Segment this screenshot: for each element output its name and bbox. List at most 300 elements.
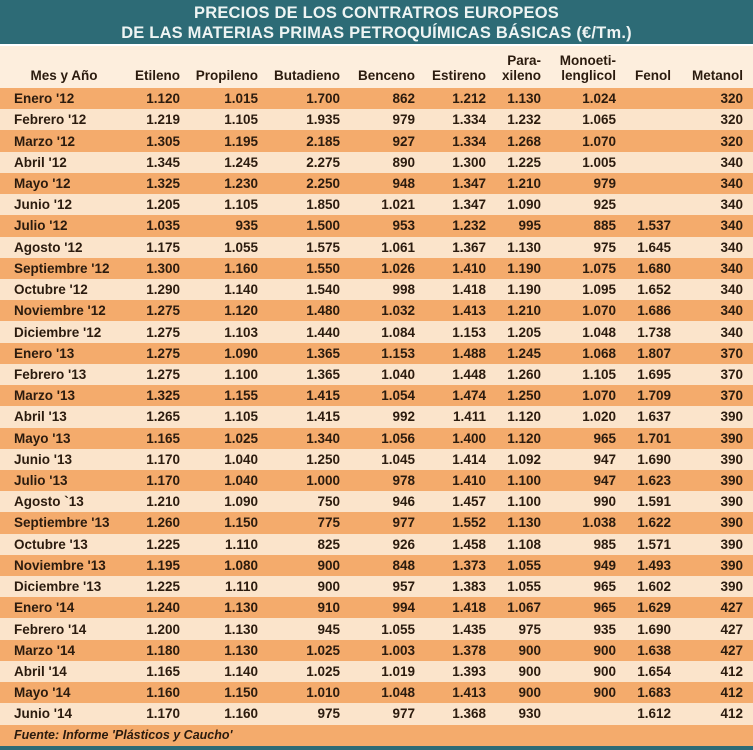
table-row [0, 512, 753, 533]
value-cell: 1.155 [224, 388, 258, 404]
value-cell: 1.130 [507, 91, 541, 107]
value-cell: 975 [518, 621, 541, 637]
value-cell: 1.680 [637, 260, 671, 276]
value-cell: 1.383 [452, 579, 486, 595]
month-cell: Agosto '12 [14, 239, 83, 255]
value-cell: 340 [720, 282, 743, 298]
value-cell: 1.090 [224, 345, 258, 361]
value-cell: 926 [392, 536, 415, 552]
month-cell: Mayo '13 [14, 430, 71, 446]
month-cell: Abril '13 [14, 409, 67, 425]
value-cell: 390 [720, 473, 743, 489]
month-cell: Junio '13 [14, 451, 72, 467]
value-cell: 1.055 [507, 557, 541, 573]
value-cell: 1.654 [637, 664, 671, 680]
value-cell: 1.365 [306, 345, 340, 361]
value-cell: 390 [720, 536, 743, 552]
value-cell: 412 [720, 664, 743, 680]
value-cell: 1.092 [507, 451, 541, 467]
value-cell: 427 [720, 600, 743, 616]
value-cell: 1.637 [637, 409, 671, 425]
value-cell: 957 [392, 579, 415, 595]
value-cell: 1.160 [146, 685, 180, 701]
value-cell: 825 [317, 536, 340, 552]
table-row [0, 194, 753, 215]
value-cell: 1.493 [637, 557, 671, 573]
table-row [0, 130, 753, 151]
value-cell: 1.040 [224, 473, 258, 489]
value-cell: 2.185 [306, 133, 340, 149]
table-row [0, 152, 753, 173]
value-cell: 1.021 [381, 197, 415, 213]
value-cell: 370 [720, 388, 743, 404]
value-cell: 1.850 [306, 197, 340, 213]
month-cell: Febrero '14 [14, 621, 87, 637]
value-cell: 1.415 [306, 388, 340, 404]
value-cell: 1.212 [452, 91, 486, 107]
value-cell: 935 [235, 218, 258, 234]
value-cell [626, 194, 681, 215]
table-row [0, 88, 753, 109]
value-cell: 412 [720, 685, 743, 701]
value-cell: 1.105 [224, 197, 258, 213]
value-cell [626, 88, 681, 109]
table-row [0, 279, 753, 300]
value-cell: 862 [392, 91, 415, 107]
value-cell: 1.200 [146, 621, 180, 637]
table-row [0, 321, 753, 342]
value-cell: 1.219 [146, 112, 180, 128]
value-cell: 1.075 [582, 260, 616, 276]
value-cell: 1.130 [224, 621, 258, 637]
value-cell: 1.120 [507, 430, 541, 446]
value-cell: 1.414 [452, 451, 486, 467]
month-cell: Enero '14 [14, 600, 75, 616]
value-cell: 930 [518, 706, 541, 722]
value-cell: 1.056 [381, 430, 415, 446]
value-cell: 1.638 [637, 642, 671, 658]
column-header-benceno: Benceno [350, 46, 425, 88]
value-cell: 1.190 [507, 282, 541, 298]
value-cell: 994 [392, 600, 415, 616]
value-cell: 1.245 [507, 345, 541, 361]
value-cell: 1.150 [224, 515, 258, 531]
value-cell: 1.195 [224, 133, 258, 149]
column-header-paraxileno: Para- xileno [496, 46, 551, 88]
month-cell: Diciembre '13 [14, 579, 102, 595]
value-cell: 1.935 [306, 112, 340, 128]
value-cell: 1.500 [306, 218, 340, 234]
value-cell: 848 [392, 557, 415, 573]
value-cell: 1.700 [306, 91, 340, 107]
month-cell: Noviembre '13 [14, 557, 106, 573]
value-cell: 340 [720, 154, 743, 170]
value-cell: 1.365 [306, 366, 340, 382]
value-cell: 1.054 [381, 388, 415, 404]
value-cell: 1.701 [637, 430, 671, 446]
value-cell: 978 [392, 473, 415, 489]
month-cell: Abril '14 [14, 664, 67, 680]
column-header-etileno: Etileno [128, 46, 190, 88]
value-cell: 998 [392, 282, 415, 298]
value-cell: 1.690 [637, 451, 671, 467]
month-cell: Marzo '13 [14, 388, 75, 404]
value-cell: 1.345 [146, 154, 180, 170]
table-row [0, 428, 753, 449]
value-cell: 965 [593, 579, 616, 595]
value-cell: 370 [720, 345, 743, 361]
value-cell: 1.413 [452, 685, 486, 701]
table-row [0, 406, 753, 427]
month-cell: Agosto `13 [14, 494, 84, 510]
table-body [0, 88, 753, 725]
value-cell: 1.165 [146, 430, 180, 446]
value-cell: 750 [317, 494, 340, 510]
value-cell: 1.000 [306, 473, 340, 489]
value-cell: 340 [720, 303, 743, 319]
value-cell: 1.019 [381, 664, 415, 680]
value-cell: 1.120 [224, 303, 258, 319]
value-cell: 1.026 [381, 260, 415, 276]
value-cell: 900 [518, 664, 541, 680]
value-cell: 390 [720, 557, 743, 573]
value-cell: 979 [392, 112, 415, 128]
table-row [0, 173, 753, 194]
value-cell: 1.140 [224, 664, 258, 680]
value-cell: 1.035 [146, 218, 180, 234]
value-cell: 946 [392, 494, 415, 510]
value-cell [551, 703, 626, 724]
value-cell: 427 [720, 642, 743, 658]
value-cell: 1.210 [507, 303, 541, 319]
value-cell: 1.695 [637, 366, 671, 382]
value-cell: 1.103 [224, 324, 258, 340]
month-cell: Febrero '13 [14, 366, 87, 382]
value-cell: 1.540 [306, 282, 340, 298]
table-row [0, 237, 753, 258]
value-cell: 1.807 [637, 345, 671, 361]
value-cell: 1.068 [582, 345, 616, 361]
footer-row [0, 725, 753, 746]
table-row [0, 470, 753, 491]
value-cell: 1.268 [507, 133, 541, 149]
value-cell: 1.153 [452, 324, 486, 340]
value-cell: 1.165 [146, 664, 180, 680]
value-cell: 1.418 [452, 600, 486, 616]
value-cell: 1.265 [146, 409, 180, 425]
table-row [0, 385, 753, 406]
value-cell [626, 152, 681, 173]
value-cell: 1.334 [452, 112, 486, 128]
value-cell: 1.010 [306, 685, 340, 701]
value-cell: 975 [317, 706, 340, 722]
value-cell: 1.032 [381, 303, 415, 319]
value-cell: 1.055 [507, 579, 541, 595]
value-cell: 947 [593, 451, 616, 467]
value-cell: 947 [593, 473, 616, 489]
value-cell: 977 [392, 515, 415, 531]
table-row [0, 682, 753, 703]
month-cell: Diciembre '12 [14, 324, 102, 340]
month-cell: Junio '12 [14, 197, 72, 213]
value-cell: 1.055 [381, 621, 415, 637]
table-row [0, 343, 753, 364]
value-cell: 1.652 [637, 282, 671, 298]
value-cell: 1.205 [507, 324, 541, 340]
value-cell: 340 [720, 218, 743, 234]
column-header-row [0, 46, 753, 88]
value-cell: 1.275 [146, 303, 180, 319]
value-cell: 1.325 [146, 388, 180, 404]
value-cell: 1.474 [452, 388, 486, 404]
value-cell: 1.003 [381, 642, 415, 658]
column-header-metanol: Metanol [681, 46, 753, 88]
value-cell: 1.015 [224, 91, 258, 107]
value-cell: 1.575 [306, 239, 340, 255]
value-cell: 1.591 [637, 494, 671, 510]
value-cell: 1.110 [224, 579, 258, 595]
value-cell: 1.550 [306, 260, 340, 276]
month-cell: Marzo '12 [14, 133, 75, 149]
value-cell: 1.190 [507, 260, 541, 276]
value-cell: 1.230 [224, 175, 258, 191]
value-cell: 1.061 [381, 239, 415, 255]
value-cell: 1.195 [146, 557, 180, 573]
month-cell: Enero '12 [14, 91, 75, 107]
value-cell: 1.537 [637, 218, 671, 234]
month-cell: Mayo '14 [14, 685, 71, 701]
value-cell: 1.130 [224, 600, 258, 616]
value-cell: 1.225 [507, 154, 541, 170]
value-cell: 1.175 [146, 239, 180, 255]
value-cell: 900 [317, 579, 340, 595]
value-cell: 1.040 [224, 451, 258, 467]
value-cell: 340 [720, 239, 743, 255]
value-cell: 1.170 [146, 473, 180, 489]
value-cell: 900 [518, 642, 541, 658]
value-cell: 2.250 [306, 175, 340, 191]
value-cell: 1.690 [637, 621, 671, 637]
value-cell: 1.090 [507, 197, 541, 213]
value-cell: 900 [593, 685, 616, 701]
column-header-butadieno: Butadieno [268, 46, 350, 88]
value-cell: 1.340 [306, 430, 340, 446]
title-line-2: DE LAS MATERIAS PRIMAS PETROQUÍMICAS BÁSICAS (€/Tm.) [121, 24, 632, 42]
value-cell: 1.105 [224, 112, 258, 128]
table-row [0, 449, 753, 470]
table-row [0, 597, 753, 618]
column-header-propileno: Propileno [190, 46, 268, 88]
value-cell: 1.210 [507, 175, 541, 191]
value-cell: 1.020 [582, 409, 616, 425]
table-row [0, 661, 753, 682]
value-cell: 945 [317, 621, 340, 637]
value-cell: 1.048 [582, 324, 616, 340]
value-cell [626, 130, 681, 151]
value-cell: 1.367 [452, 239, 486, 255]
table-row [0, 258, 753, 279]
column-header-mes: Mes y Año [0, 46, 128, 88]
value-cell: 340 [720, 324, 743, 340]
month-cell: Noviembre '12 [14, 303, 106, 319]
value-cell: 1.105 [582, 366, 616, 382]
value-cell: 1.325 [146, 175, 180, 191]
value-cell: 965 [593, 430, 616, 446]
value-cell: 1.250 [507, 388, 541, 404]
table-row [0, 618, 753, 639]
month-cell: Febrero '12 [14, 112, 87, 128]
column-header-fenol: Fenol [626, 46, 681, 88]
value-cell: 1.025 [306, 642, 340, 658]
value-cell: 1.225 [146, 579, 180, 595]
value-cell: 1.415 [306, 409, 340, 425]
value-cell: 935 [593, 621, 616, 637]
value-cell: 320 [720, 112, 743, 128]
value-cell: 1.245 [224, 154, 258, 170]
value-cell: 927 [392, 133, 415, 149]
value-cell: 925 [593, 197, 616, 213]
value-cell: 1.095 [582, 282, 616, 298]
source-note: Fuente: Informe 'Plásticos y Caucho' [0, 725, 753, 746]
value-cell: 1.084 [381, 324, 415, 340]
value-cell: 1.240 [146, 600, 180, 616]
value-cell: 1.120 [507, 409, 541, 425]
table-row [0, 215, 753, 236]
value-cell: 1.090 [224, 494, 258, 510]
table-title [0, 0, 753, 44]
month-cell: Abril '12 [14, 154, 67, 170]
value-cell: 1.290 [146, 282, 180, 298]
value-cell: 1.232 [452, 218, 486, 234]
month-cell: Septiembre '13 [14, 515, 110, 531]
value-cell: 1.373 [452, 557, 486, 573]
value-cell: 1.623 [637, 473, 671, 489]
month-cell: Mayo '12 [14, 175, 71, 191]
value-cell: 1.080 [224, 557, 258, 573]
value-cell: 1.683 [637, 685, 671, 701]
title-line-1: PRECIOS DE LOS CONTRATROS EUROPEOS [194, 4, 559, 22]
value-cell: 1.400 [452, 430, 486, 446]
value-cell: 1.225 [146, 536, 180, 552]
value-cell: 320 [720, 91, 743, 107]
value-cell: 1.458 [452, 536, 486, 552]
value-cell: 1.629 [637, 600, 671, 616]
prices-table [0, 46, 753, 746]
value-cell: 890 [392, 154, 415, 170]
value-cell: 1.552 [452, 515, 486, 531]
value-cell: 1.170 [146, 451, 180, 467]
value-cell: 1.368 [452, 706, 486, 722]
value-cell: 1.275 [146, 345, 180, 361]
value-cell: 1.260 [507, 366, 541, 382]
value-cell: 990 [593, 494, 616, 510]
value-cell: 1.738 [637, 324, 671, 340]
value-cell [626, 173, 681, 194]
value-cell: 885 [593, 218, 616, 234]
value-cell: 1.024 [582, 91, 616, 107]
table-row [0, 491, 753, 512]
value-cell: 1.435 [452, 621, 486, 637]
value-cell: 390 [720, 451, 743, 467]
value-cell: 390 [720, 430, 743, 446]
value-cell: 1.150 [224, 685, 258, 701]
value-cell: 1.038 [582, 515, 616, 531]
table-row [0, 534, 753, 555]
value-cell: 1.065 [582, 112, 616, 128]
value-cell: 1.110 [224, 536, 258, 552]
value-cell: 1.448 [452, 366, 486, 382]
value-cell: 1.025 [224, 430, 258, 446]
value-cell: 1.300 [146, 260, 180, 276]
value-cell: 1.305 [146, 133, 180, 149]
value-cell: 1.622 [637, 515, 671, 531]
table-row [0, 555, 753, 576]
value-cell: 1.070 [582, 388, 616, 404]
value-cell: 1.347 [452, 175, 486, 191]
value-cell: 1.378 [452, 642, 486, 658]
value-cell: 953 [392, 218, 415, 234]
value-cell: 992 [392, 409, 415, 425]
value-cell: 1.250 [306, 451, 340, 467]
value-cell: 1.040 [381, 366, 415, 382]
bottom-border [0, 746, 753, 750]
value-cell: 340 [720, 197, 743, 213]
value-cell: 900 [593, 664, 616, 680]
value-cell: 1.025 [306, 664, 340, 680]
value-cell: 1.709 [637, 388, 671, 404]
table-row [0, 364, 753, 385]
value-cell: 1.105 [224, 409, 258, 425]
value-cell: 1.048 [381, 685, 415, 701]
value-cell: 1.602 [637, 579, 671, 595]
value-cell: 900 [518, 685, 541, 701]
month-cell: Octubre '13 [14, 536, 88, 552]
month-cell: Junio '14 [14, 706, 72, 722]
value-cell: 975 [593, 239, 616, 255]
value-cell: 995 [518, 218, 541, 234]
value-cell: 1.275 [146, 324, 180, 340]
value-cell: 320 [720, 133, 743, 149]
value-cell: 948 [392, 175, 415, 191]
value-cell: 1.686 [637, 303, 671, 319]
value-cell: 1.410 [452, 473, 486, 489]
value-cell: 1.210 [146, 494, 180, 510]
value-cell: 977 [392, 706, 415, 722]
value-cell: 1.413 [452, 303, 486, 319]
value-cell: 1.571 [637, 536, 671, 552]
value-cell: 1.440 [306, 324, 340, 340]
value-cell: 1.205 [146, 197, 180, 213]
table-row [0, 640, 753, 661]
value-cell: 390 [720, 494, 743, 510]
value-cell: 370 [720, 366, 743, 382]
value-cell: 1.418 [452, 282, 486, 298]
value-cell: 1.108 [507, 536, 541, 552]
month-cell: Julio '12 [14, 218, 68, 234]
value-cell: 1.005 [582, 154, 616, 170]
column-header-estireno: Estireno [425, 46, 496, 88]
value-cell: 1.140 [224, 282, 258, 298]
value-cell: 1.045 [381, 451, 415, 467]
value-cell: 900 [317, 557, 340, 573]
value-cell [626, 109, 681, 130]
value-cell: 1.300 [452, 154, 486, 170]
month-cell: Marzo '14 [14, 642, 75, 658]
value-cell: 1.130 [507, 515, 541, 531]
table-row [0, 703, 753, 724]
month-cell: Enero '13 [14, 345, 75, 361]
value-cell: 1.160 [224, 260, 258, 276]
